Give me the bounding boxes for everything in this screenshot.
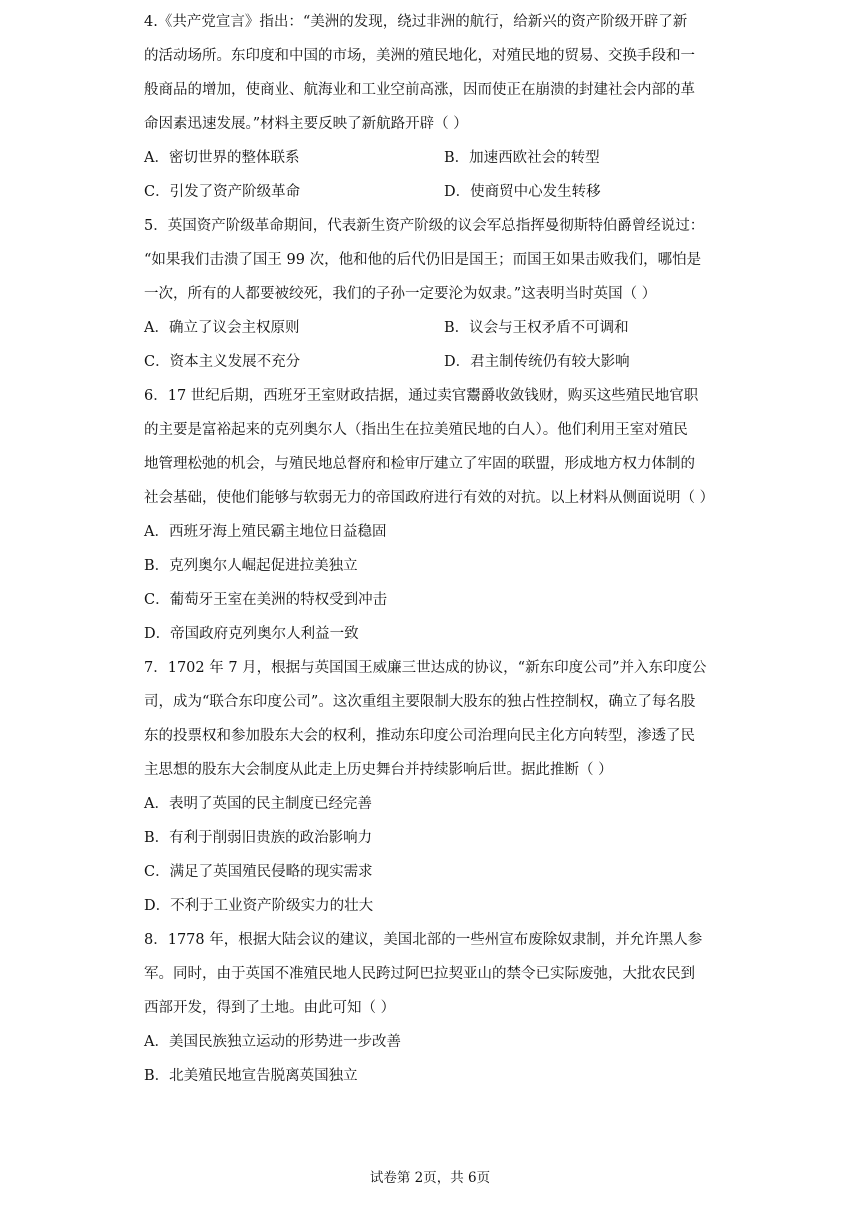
q5-option-d: D．君主制传统仍有较大影响 <box>444 354 630 370</box>
q6-stem-line-3: 地管理松弛的机会，与殖民地总督府和检审厅建立了牢固的联盟，形成地方权力体制的 <box>144 456 695 472</box>
q4-option-c: C．引发了资产阶级革命 <box>144 184 301 200</box>
q7-stem-line-3: 东的投票权和参加股东大会的权利，推动东印度公司治理向民主化方向转型，渗透了民 <box>144 728 695 744</box>
q6-option-b: B．克列奥尔人崛起促进拉美独立 <box>144 558 358 574</box>
q4-stem-line-1: 4.《共产党宣言》指出：“美洲的发现，绕过非洲的航行，给新兴的资产阶级开辟了新 <box>144 14 688 30</box>
q7-stem-line-4: 主思想的股东大会制度从此走上历史舞台并持续影响后世。据此推断（ ） <box>144 762 613 778</box>
q4-option-d: D．使商贸中心发生转移 <box>444 184 601 200</box>
q7-stem-line-2: 司，成为“联合东印度公司”。这次重组主要限制大股东的独占性控制权，确立了每名股 <box>144 694 696 710</box>
page-footer: 试卷第 2页，共 6页 <box>369 1170 491 1186</box>
q4-option-a: A．密切世界的整体联系 <box>144 150 300 166</box>
q6-option-a: A．西班牙海上殖民霸主地位日益稳固 <box>144 524 387 540</box>
q7-stem-line-1: 7．1702 年 7 月，根据与英国国王威廉三世达成的协议，“新东印度公司”并入东印度公 <box>144 660 707 676</box>
q8-option-a: A．美国民族独立运动的形势进一步改善 <box>144 1034 401 1050</box>
q8-stem-line-3: 西部开发，得到了土地。由此可知（ ） <box>144 1000 396 1016</box>
q6-option-c: C．葡萄牙王室在美洲的特权受到冲击 <box>144 592 388 608</box>
q5-option-c: C．资本主义发展不充分 <box>144 354 301 370</box>
q6-stem-line-4: 社会基础，使他们能够与软弱无力的帝国政府进行有效的对抗。以上材料从侧面说明（ ） <box>144 490 715 506</box>
q5-stem-line-3: 一次，所有的人都要被绞死，我们的子孙一定要沦为奴隶。”这表明当时英国（ ） <box>144 286 657 302</box>
q6-option-d: D．帝国政府克列奥尔人利益一致 <box>144 626 359 642</box>
q7-option-d: D．不利于工业资产阶级实力的壮大 <box>144 898 374 914</box>
q4-stem-line-3: 般商品的增加，使商业、航海业和工业空前高涨，因而使正在崩溃的封建社会内部的革 <box>144 82 695 98</box>
q8-stem-line-1: 8．1778 年，根据大陆会议的建议，美国北部的一些州宣布废除奴隶制，并允许黑人参 <box>144 932 703 948</box>
q7-option-c: C．满足了英国殖民侵略的现实需求 <box>144 864 373 880</box>
q4-stem-line-4: 命因素迅速发展。”材料主要反映了新航路开辟（ ） <box>144 116 468 132</box>
q8-option-b: B．北美殖民地宣告脱离英国独立 <box>144 1068 358 1084</box>
q5-stem-line-1: 5．英国资产阶级革命期间，代表新生资产阶级的议会军总指挥曼彻斯特伯爵曾经说过： <box>144 218 705 234</box>
q8-stem-line-2: 军。同时，由于英国不准殖民地人民跨过阿巴拉契亚山的禁令已实际废弛，大批农民到 <box>144 966 695 982</box>
q6-stem-line-1: 6．17 世纪后期，西班牙王室财政拮据，通过卖官鬻爵收敛钱财，购买这些殖民地官职 <box>144 388 699 404</box>
q4-option-b: B．加速西欧社会的转型 <box>444 150 600 166</box>
q5-option-b: B．议会与王权矛盾不可调和 <box>444 320 629 336</box>
q6-stem-line-2: 的主要是富裕起来的克列奥尔人（指出生在拉美殖民地的白人）。他们利用王室对殖民 <box>144 422 688 438</box>
q7-option-b: B．有利于削弱旧贵族的政治影响力 <box>144 830 373 846</box>
q5-option-a: A．确立了议会主权原则 <box>144 320 300 336</box>
q5-stem-line-2: “如果我们击溃了国王 99 次，他和他的后代仍旧是国王；而国王如果击败我们，哪怕是 <box>144 252 702 268</box>
q4-stem-line-2: 的活动场所。东印度和中国的市场，美洲的殖民地化，对殖民地的贸易、交换手段和一 <box>144 48 695 64</box>
q7-option-a: A．表明了英国的民主制度已经完善 <box>144 796 372 812</box>
